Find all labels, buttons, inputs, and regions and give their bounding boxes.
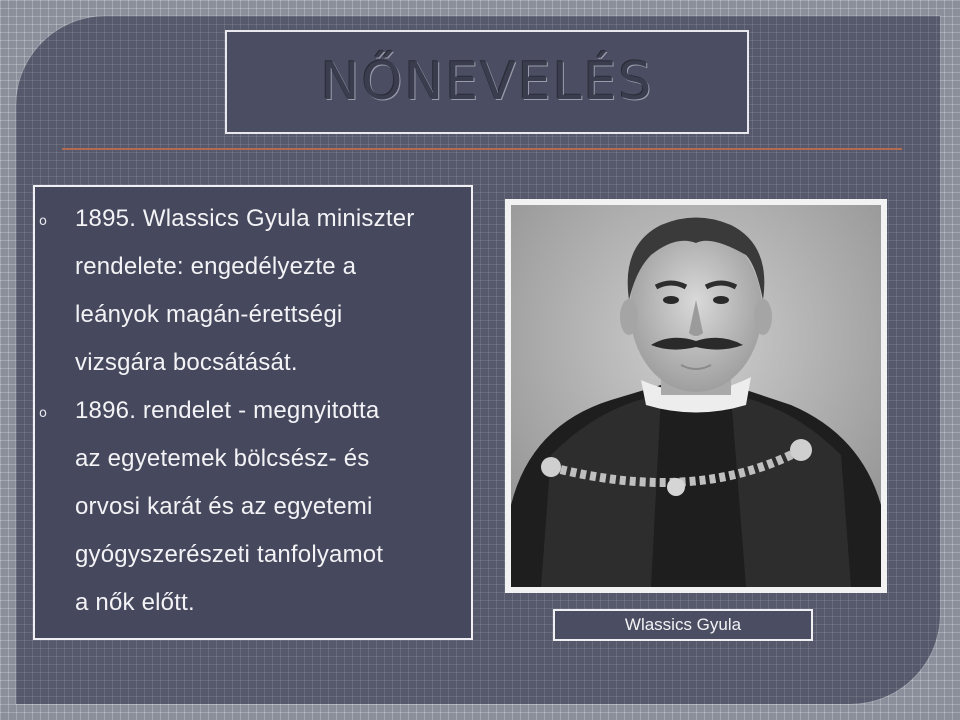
- bullet-line: gyógyszerészeti tanfolyamot: [75, 541, 384, 568]
- title-box: [225, 30, 749, 134]
- bullet-line: leányok magán-érettségi: [75, 301, 343, 328]
- bullet-line: 1895. Wlassics Gyula miniszter: [75, 205, 415, 232]
- slide-title: NŐNEVELÉS: [320, 52, 654, 112]
- bullet-line: az egyetemek bölcsész- és: [75, 445, 370, 472]
- bullet-line: orvosi karát és az egyetemi: [75, 493, 373, 520]
- bullet-marker: o: [39, 214, 47, 229]
- photo-caption: Wlassics Gyula: [624, 615, 742, 634]
- bullet-marker: o: [39, 406, 47, 421]
- title-divider: [62, 148, 902, 150]
- bullet-line: vizsgára bocsátását.: [75, 349, 298, 376]
- content-box: [33, 185, 473, 640]
- portrait-photo-frame: [505, 199, 887, 593]
- bullet-line: a nők előtt.: [75, 589, 195, 616]
- photo-caption-box: [553, 609, 813, 641]
- portrait-photo: [511, 205, 881, 587]
- bullet-line: rendelete: engedélyezte a: [75, 253, 357, 280]
- bullet-line: 1896. rendelet - megnyitotta: [75, 397, 380, 424]
